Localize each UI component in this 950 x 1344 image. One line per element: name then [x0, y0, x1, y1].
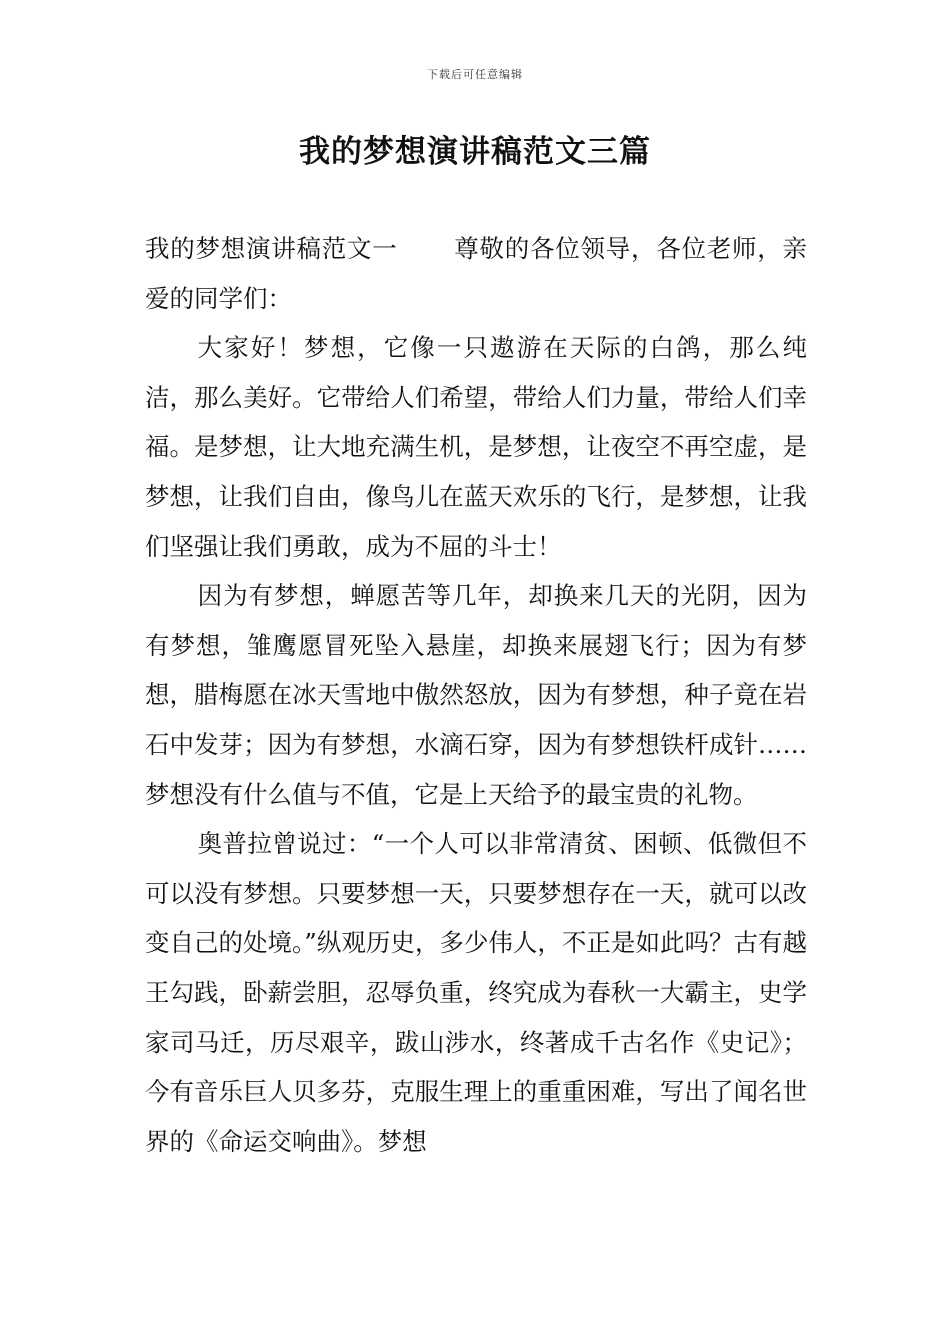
- greeting-text: 尊敬的各位领导，各位老师，亲爱的同学们：: [145, 234, 807, 313]
- body-paragraph-2: 因为有梦想，蝉愿苦等几年，却换来几天的光阴，因为有梦想，雏鹰愿冒死坠入悬崖，却换来展翅飞行；因为有梦想，腊梅愿在冰天雪地中傲然怒放，因为有梦想，种子竟在岩石中发芽；因为有梦想，水滴石穿，因为有梦想铁杆成针……梦想没有什么值与不值，它是上天给予的最宝贵的礼物。: [145, 581, 807, 809]
- header-note: 下载后可任意编辑: [427, 68, 523, 81]
- document-title: 我的梦想演讲稿范文三篇: [299, 134, 651, 170]
- document-body: [145, 224, 807, 1166]
- body-paragraph-3: 奥普拉曾说过：“一个人可以非常清贫、困顿、低微但不可以没有梦想。只要梦想一天，只要梦想存在一天，就可以改变自己的处境。”纵观历史，多少伟人，不正是如此吗？古有越王勾践，卧薪尝胆，忍辱负重，终究成为春秋一大霸主，史学家司马迁，历尽艰辛，跋山涉水，终著成千古名作《史记》；今有音乐巨人贝多芬，克服生理上的重重困难，写出了闻名世界的《命运交响曲》。梦想: [145, 829, 807, 1156]
- intro-paragraph: [145, 224, 807, 323]
- section-label: 我的梦想演讲稿范文一: [145, 234, 398, 263]
- body-paragraph-1: 大家好！梦想，它像一只遨游在天际的白鸽，那么纯洁，那么美好。它带给人们希望，带给人们力量，带给人们幸福。是梦想，让大地充满生机，是梦想，让夜空不再空虚，是梦想，让我们自由，像鸟儿在蓝天欢乐的飞行，是梦想，让我们坚强让我们勇敢，成为不屈的斗士！: [145, 333, 807, 561]
